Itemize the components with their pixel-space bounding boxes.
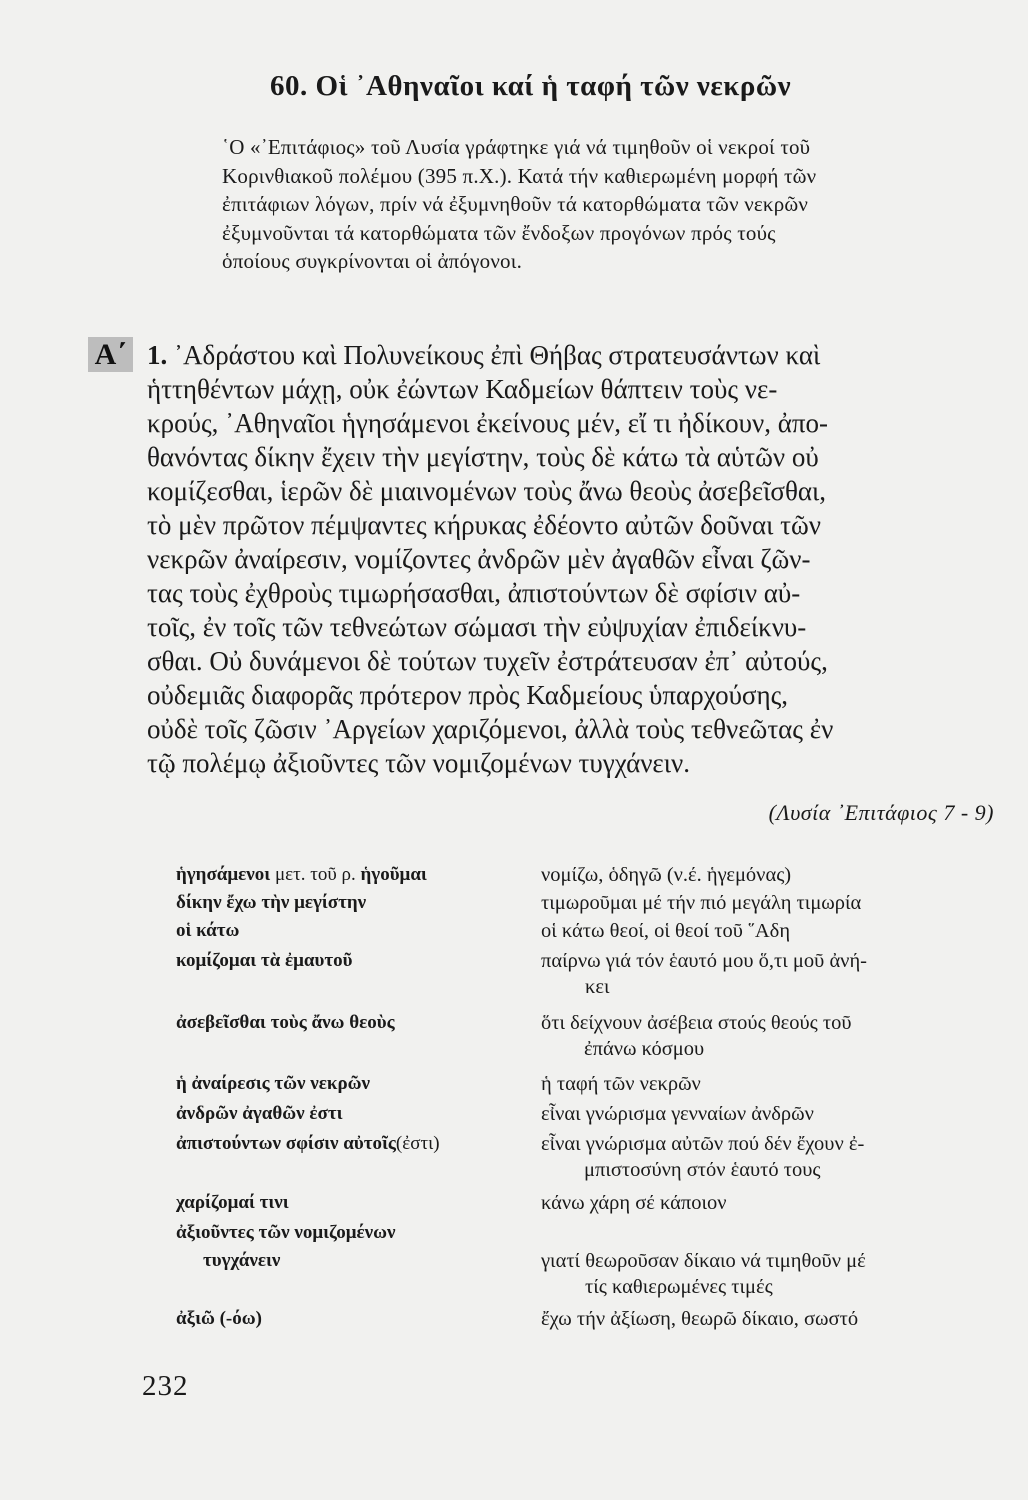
glossary-definition: κάνω χάρη σέ κάποιον <box>541 1192 727 1214</box>
glossary-definition: οἱ κάτω θεοί, οἱ θεοί τοῦ ῞Αδη <box>541 920 791 942</box>
glossary-term: ἀξιοῦντες τῶν νομιζομένων <box>176 1222 396 1243</box>
page-number: 232 <box>142 1370 189 1402</box>
glossary-definition: ἔχω τήν ἀξίωση, θεωρῶ δίκαιο, σωστό <box>541 1308 859 1330</box>
passage-line: κρούς, ᾿Αθηναῖοι ἡγησάμενοι ἐκείνους μέν, εἴ τι ἠδίκουν, ἀπο- <box>147 408 828 438</box>
glossary-term: ἀνδρῶν ἀγαθῶν ἐστι <box>176 1103 343 1124</box>
section-marker: Α΄ <box>88 337 133 372</box>
passage-line: νεκρῶν ἀναίρεσιν, νομίζοντες ἀνδρῶν μὲν ἀγαθῶν εἶναι ζῶν- <box>147 544 811 574</box>
source-citation: (Λυσία ᾿Επιτάφιος 7 - 9) <box>768 800 994 825</box>
passage-line: τοῖς, ἐν τοῖς τῶν τεθνεώτων σώμασι τὴν εὐψυχίαν ἐπιδείκνυ- <box>147 612 807 642</box>
glossary-definition: εἶναι γνώρισμα αὐτῶν πού δέν ἔχουν ἐ- μπιστοσύνη στόν ἑαυτό τους <box>541 1133 865 1181</box>
passage-line: οὐδεμιᾶς διαφορᾶς πρότερον πρὸς Καδμείους ὑπαρχούσης, <box>147 680 789 710</box>
glossary-definition: γιατί θεωροῦσαν δίκαιο νά τιμηθοῦν μέ τίς καθιερωμένες τιμές <box>541 1250 866 1298</box>
glossary <box>0 858 1028 1358</box>
glossary-term: ἡ ἀναίρεσις τῶν νεκρῶν <box>176 1073 370 1094</box>
glossary-term: ἡγησάμενοι μετ. τοῦ ρ. ἡγοῦμαι <box>176 864 427 885</box>
ancient-text-passage <box>147 338 1007 780</box>
glossary-term: ἀξιῶ (-όω) <box>176 1308 262 1329</box>
intro-line: Κορινθιακοῦ πολέμου (395 π.Χ.). Κατά τήν καθιερωμένη μορφή τῶν <box>222 163 817 188</box>
passage-line: θανόντας δίκην ἔχειν τὴν μεγίστην, τοὺς δὲ κάτω τὰ αὑτῶν οὐ <box>147 442 819 472</box>
glossary-term: τυγχάνειν <box>203 1250 281 1271</box>
glossary-term: ἀσεβεῖσθαι τοὺς ἄνω θεοὺς <box>176 1012 395 1033</box>
glossary-term: ἀπιστούντων σφίσιν αὐτοῖς(ἐστι) <box>176 1133 440 1154</box>
intro-line: ῾Ο «᾿Επιτάφιος» τοῦ Λυσία γράφτηκε γιά νά τιμηθοῦν οἱ νεκροί τοῦ <box>222 135 811 159</box>
passage-first-line: ᾿Αδράστου καὶ Πολυνείκους ἐπὶ Θήβας στρατευσάντων καὶ <box>167 340 821 370</box>
passage-number: 1. <box>147 340 168 370</box>
passage-line: τῷ πολέμῳ ἀξιοῦντες τῶν νομιζομένων τυγχάνειν. <box>147 748 690 778</box>
passage-line: οὐδὲ τοῖς ζῶσιν ᾿Αργείων χαριζόμενοι, ἀλλὰ τοὺς τεθνεῶτας ἐν <box>147 714 834 744</box>
passage-line: ἡττηθέντων μάχῃ, οὐκ ἐώντων Καδμείων θάπτειν τοὺς νε- <box>147 374 778 404</box>
passage-line: τας τοὺς ἐχθροὺς τιμωρήσασθαι, ἀπιστούντων δὲ σφίσιν αὐ- <box>147 578 801 608</box>
chapter-title: 60. Οἱ ᾿Αθηναῖοι καί ἡ ταφή τῶν νεκρῶν <box>270 70 792 102</box>
passage-line: κομίζεσθαι, ἱερῶν δὲ μιαινομένων τοὺς ἄνω θεοὺς ἀσεβεῖσθαι, <box>147 476 827 506</box>
passage-line: σθαι. Οὐ δυνάμενοι δὲ τούτων τυχεῖν ἐστράτευσαν ἐπ᾿ αὐτούς, <box>147 646 828 676</box>
intro-line: ὁποίους συγκρίνονται οἱ ἀπόγονοι. <box>222 249 523 273</box>
intro-line: ἐξυμνοῦνται τά κατορθώματα τῶν ἔνδοξων προγόνων πρός τούς <box>222 220 776 245</box>
glossary-definition: ὅτι δείχνουν ἀσέβεια στούς θεούς τοῦ ἐπάνω κόσμου <box>541 1012 852 1060</box>
glossary-term: οἱ κάτω <box>176 920 240 941</box>
glossary-term: κομίζομαι τὰ ἐμαυτοῦ <box>176 950 353 971</box>
glossary-definition: παίρνω γιά τόν ἑαυτό μου ὅ,τι μοῦ ἀνή- κει <box>541 950 867 998</box>
intro-paragraph <box>222 133 1007 276</box>
glossary-term: δίκην ἔχω τὴν μεγίστην <box>176 892 367 913</box>
glossary-term: χαρίζομαί τινι <box>176 1192 289 1213</box>
glossary-definition: εἶναι γνώρισμα γενναίων ἀνδρῶν <box>541 1103 814 1125</box>
glossary-definition: ἡ ταφή τῶν νεκρῶν <box>541 1073 701 1095</box>
glossary-definition: τιμωροῦμαι μέ τήν πιό μεγάλη τιμωρία <box>541 892 862 914</box>
intro-line: ἐπιτάφιων λόγων, πρίν νά ἐξυμνηθοῦν τά κατορθώματα τῶν νεκρῶν <box>222 192 809 216</box>
glossary-definition: νομίζω, ὁδηγῶ (ν.έ. ἡγεμόνας) <box>541 864 792 886</box>
passage-line <box>147 338 1007 372</box>
passage-line: τὸ μὲν πρῶτον πέμψαντες κήρυκας ἐδέοντο αὐτῶν δοῦναι τῶν <box>147 510 821 540</box>
